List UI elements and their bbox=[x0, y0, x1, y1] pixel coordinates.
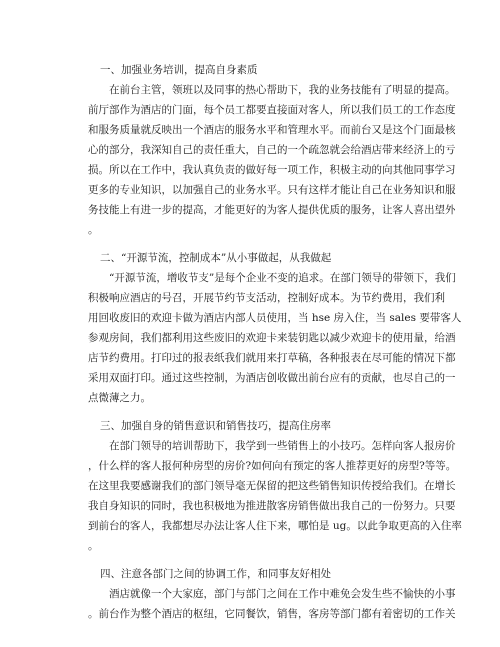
section-1-heading: 一、加强业务培训，提高自身素质 bbox=[100, 64, 258, 76]
text-line: 在这里我要感谢我们的部门领导毫无保留的把这些销售知识传授给我们。在增长 bbox=[88, 480, 456, 492]
text-line: 点微薄之力。 bbox=[88, 392, 151, 404]
text-line: “开源节流，增收节支”是每个企业不变的追求。在部门领导的带领下，我们 bbox=[109, 272, 456, 284]
text-line: 我自身知识的同时，我也积极地为推进散客房销售做出我自己的一份努力。只要 bbox=[88, 500, 456, 512]
text-line: 更多的专业知识，以加强自己的业务水平。只有这样才能让自己在业务知识和服 bbox=[88, 184, 456, 196]
text-line: ，什么样的客人报何种房型的房价?如何向有预定的客人推荐更好的房型?等等。 bbox=[88, 460, 457, 472]
text-line: 积极响应酒店的号召，开展节约节支活动，控制好成本。为节约费用，我们利 bbox=[88, 292, 445, 304]
text-line: 和服务质量就反映出一个酒店的服务水平和管理水平。而前台又是这个门面最核 bbox=[88, 124, 456, 136]
section-2 bbox=[88, 248, 462, 408]
text-line: 采用双面打印。通过这些控制，为酒店创收做出前台应有的贡献，也尽自己的一 bbox=[88, 372, 456, 384]
section-1 bbox=[88, 60, 456, 240]
text-line: 。 bbox=[88, 224, 99, 236]
text-line: 心的部分，我深知自己的责任重大，自己的一个疏忽就会给酒店带来经济上的亏 bbox=[88, 144, 456, 156]
section-4-heading: 四、注意各部门之间的协调工作，和同事友好相处 bbox=[100, 568, 331, 580]
section-4-body bbox=[88, 584, 456, 624]
text-line: 酒店就像一个大家庭，部门与部门之间在工作中难免会发生些不愉快的小事 bbox=[109, 588, 456, 600]
text-line: 前厅部作为酒店的门面，每个员工都要直接面对客人，所以我们员工的工作态度 bbox=[88, 104, 456, 116]
section-1-body bbox=[88, 80, 456, 240]
text-line: 。前台作为整个酒店的枢纽，它同餐饮，销售，客房等部门都有着密切的工作关 bbox=[88, 608, 456, 620]
section-4 bbox=[88, 564, 456, 624]
text-line: 店节约费用。打印过的报表纸我们就用来打草稿，各种报表在尽可能的情况下都 bbox=[88, 352, 456, 364]
section-3 bbox=[88, 416, 462, 556]
document-page bbox=[88, 60, 462, 624]
text-line: 到前台的客人，我都想尽办法让客人住下来，哪怕是 ug。以此争取更高的入住率 bbox=[88, 520, 462, 532]
section-3-body bbox=[88, 436, 462, 556]
text-line: 用回收废旧的欢迎卡做为酒店内部人员使用，当 hse 房入住，当 sales 要带客人 bbox=[88, 312, 462, 324]
text-line: 参观房间，我们都利用这些废旧的欢迎卡来装钥匙以减少欢迎卡的使用量，给酒 bbox=[88, 332, 456, 344]
text-line: 损。所以在工作中，我认真负责的做好每一项工作，积极主动的向其他同事学习 bbox=[88, 164, 456, 176]
text-line: 。 bbox=[88, 540, 99, 552]
text-line: 在部门领导的培训帮助下，我学到一些销售上的小技巧。怎样向客人报房价 bbox=[109, 440, 456, 452]
text-line: 务技能上有进一步的提高，才能更好的为客人提供优质的服务，让客人喜出望外 bbox=[88, 204, 456, 216]
section-2-heading: 二、“开源节流，控制成本”从小事做起，从我做起 bbox=[100, 252, 332, 264]
section-2-body bbox=[88, 268, 462, 408]
section-3-heading: 三、加强自身的销售意识和销售技巧，提高住房率 bbox=[100, 420, 331, 432]
text-line: 在前台主管，领班以及同事的热心帮助下，我的业务技能有了明显的提高。 bbox=[109, 84, 456, 96]
